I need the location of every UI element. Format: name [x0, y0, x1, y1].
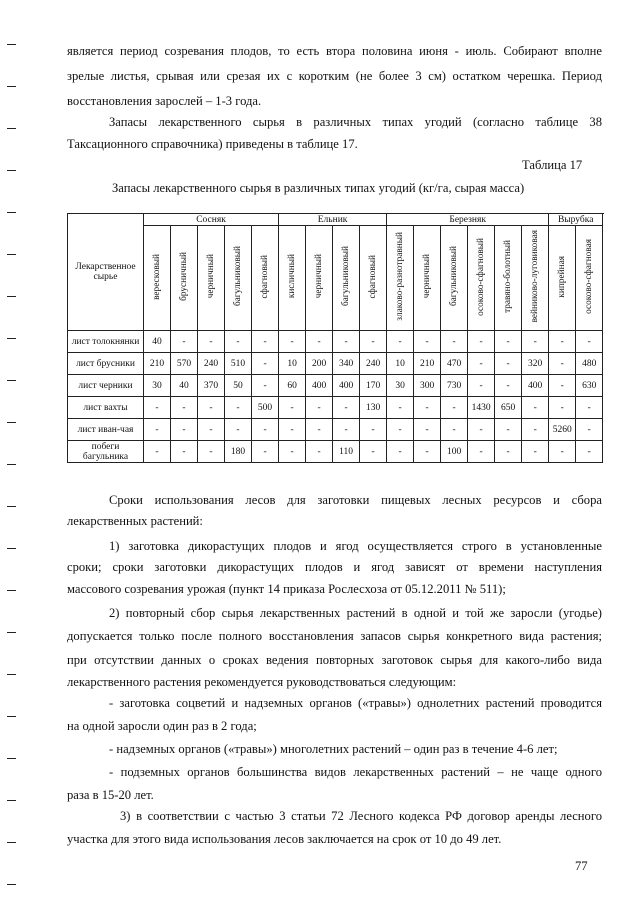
table-row — [68, 441, 603, 463]
table-title: Запасы лекарственного сырья в различных типах угодий (кг/га, сырая масса) — [112, 181, 525, 195]
table-column-header — [333, 226, 360, 331]
column-header-text: злаково-разнотравный — [395, 232, 406, 321]
table-row — [68, 397, 603, 419]
table-column-header — [495, 226, 522, 331]
table-cell: - — [279, 441, 306, 463]
paragraph-line: раза в 15-20 лет. — [67, 788, 154, 802]
table-cell: - — [333, 331, 360, 353]
margin-mark — [7, 842, 16, 843]
table-cell: - — [495, 441, 522, 463]
table-cell: - — [144, 441, 171, 463]
table-cell: - — [522, 419, 549, 441]
table-cell: - — [225, 419, 252, 441]
table-row — [68, 375, 603, 397]
table-cell: - — [360, 419, 387, 441]
table-column-header — [279, 226, 306, 331]
table-column-header — [306, 226, 333, 331]
row-name: лист иван-чая — [68, 419, 144, 441]
table-column-header — [522, 226, 549, 331]
table-label: Таблица 17 — [522, 158, 583, 172]
table-cell: - — [306, 419, 333, 441]
table-cell: - — [414, 397, 441, 419]
table-cell: - — [522, 331, 549, 353]
paragraph-line: - заготовка соцветий и надземных органов («травы») однолетних растений проводится — [109, 696, 602, 710]
table-cell: - — [468, 441, 495, 463]
margin-mark — [7, 212, 16, 213]
table-cell: - — [252, 331, 279, 353]
table-cell: 730 — [441, 375, 468, 397]
table-cell: 40 — [171, 375, 198, 397]
table-cell: 370 — [198, 375, 225, 397]
table-cell: 5260 — [549, 419, 576, 441]
row-name: лист толокнянки — [68, 331, 144, 353]
margin-mark — [7, 674, 16, 675]
table-cell: 630 — [576, 375, 603, 397]
margin-mark — [7, 464, 16, 465]
table-cell: - — [252, 441, 279, 463]
table-cell: - — [360, 331, 387, 353]
table-cell: 240 — [360, 353, 387, 375]
column-header-text: черничный — [206, 254, 216, 299]
column-header-text: багульниковый — [341, 246, 352, 307]
table-cell: 400 — [306, 375, 333, 397]
column-header-text: багульниковый — [449, 246, 460, 307]
table-cell: - — [171, 441, 198, 463]
column-header-text: кисличный — [287, 254, 298, 299]
column-header-text: вейниково-луговиковая — [530, 230, 541, 323]
column-header-text: кипрейная — [557, 255, 568, 298]
table-cell: - — [468, 419, 495, 441]
paragraph-line: зрелые листья, срывая или срезая их с коротким (не более 3 см) остатком черешка. Период — [67, 69, 602, 83]
paragraph-line: восстановления зарослей – 1-3 года. — [67, 94, 262, 108]
paragraph-line: 2) повторный сбор сырья лекарственных растений в одной и той же заросли (угодье) — [109, 606, 602, 620]
table-cell: - — [441, 419, 468, 441]
margin-mark — [7, 716, 16, 717]
table-cell: - — [549, 397, 576, 419]
table-cell: 1430 — [468, 397, 495, 419]
paragraph-line: массового созревания урожая (пункт 14 приказа Рослесхоза от 05.12.2011 № 511); — [67, 582, 506, 596]
table-cell: 320 — [522, 353, 549, 375]
column-header-text: осоково-сфагновая — [584, 239, 595, 314]
paragraph-line: Запасы лекарственного сырья в различных типах угодий (согласно таблице 38 — [109, 115, 602, 129]
table-cell: - — [252, 375, 279, 397]
table-cell: - — [468, 375, 495, 397]
paragraph-line: лекарственного растения рекомендуется руководствоваться следующим: — [67, 675, 457, 689]
table-column-header — [387, 226, 414, 331]
table-column-header — [171, 226, 198, 331]
table-cell: - — [198, 331, 225, 353]
table-cell: 210 — [414, 353, 441, 375]
table-cell: - — [576, 441, 603, 463]
row-name: лист черники — [68, 375, 144, 397]
table-column-header — [576, 226, 603, 331]
table-cell: 240 — [198, 353, 225, 375]
margin-mark — [7, 254, 16, 255]
table-cell: 340 — [333, 353, 360, 375]
column-header-text: багульниковый — [233, 246, 243, 307]
margin-mark — [7, 44, 16, 45]
table-cell: - — [171, 397, 198, 419]
table-cell: - — [225, 331, 252, 353]
table-column-header — [414, 226, 441, 331]
paragraph-line: при отсутствии данных о сроках ведения повторных заготовок сырья для какого-либо вида — [67, 653, 602, 667]
column-header-text: черничный — [314, 254, 325, 299]
table-cell: - — [495, 419, 522, 441]
table-cell: - — [576, 331, 603, 353]
column-header-text: брусничный — [179, 252, 189, 301]
table-cell: 180 — [225, 441, 252, 463]
table-cell: - — [495, 353, 522, 375]
table-cell: - — [225, 397, 252, 419]
table-cell: 480 — [576, 353, 603, 375]
table-column-header — [225, 226, 252, 331]
row-name: побеги багульника — [68, 441, 144, 463]
table-cell: - — [414, 419, 441, 441]
table-cell: - — [468, 353, 495, 375]
row-name: лист вахты — [68, 397, 144, 419]
margin-mark — [7, 800, 16, 801]
margin-mark — [7, 422, 16, 423]
table-cell: - — [414, 441, 441, 463]
table-cell: - — [576, 397, 603, 419]
table-cell: 200 — [306, 353, 333, 375]
margin-mark — [7, 548, 16, 549]
table-cell: - — [387, 441, 414, 463]
table-cell: - — [171, 331, 198, 353]
table-cell: 100 — [441, 441, 468, 463]
margin-mark — [7, 296, 16, 297]
table-cell: - — [360, 441, 387, 463]
margin-mark — [7, 758, 16, 759]
column-header-text: травяно-болотный — [503, 240, 514, 313]
table-cell: - — [387, 397, 414, 419]
table-cell: 400 — [333, 375, 360, 397]
column-header-text: вересковый — [152, 253, 162, 300]
table-cell: - — [144, 419, 171, 441]
paragraph-line: участка для этого вида использования лесов заключается на срок от 10 до 49 лет. — [67, 832, 502, 846]
table-cell: - — [387, 331, 414, 353]
table-cell: - — [252, 353, 279, 375]
table-cell: 170 — [360, 375, 387, 397]
table-cell: 570 — [171, 353, 198, 375]
table-cell: - — [468, 331, 495, 353]
table-cell: 470 — [441, 353, 468, 375]
table-cell: 400 — [522, 375, 549, 397]
table-cell: - — [279, 397, 306, 419]
table-cell: - — [522, 397, 549, 419]
table-cell: 30 — [144, 375, 171, 397]
table-cell: - — [333, 419, 360, 441]
paragraph-line: допускается только после полного восстановления запасов сырья конкретного вида растения; — [67, 629, 602, 643]
table-row — [68, 353, 603, 375]
margin-mark — [7, 86, 16, 87]
margin-mark — [7, 590, 16, 591]
table-column-header — [441, 226, 468, 331]
table-cell: 500 — [252, 397, 279, 419]
table-cell: - — [549, 331, 576, 353]
paragraph-line: Сроки использования лесов для заготовки пищевых лесных ресурсов и сбора — [109, 493, 602, 507]
column-header-text: черничный — [422, 254, 433, 299]
paragraph-line: 3) в соответствии с частью 3 статьи 72 Лесного кодекса РФ договор аренды лесного — [120, 809, 602, 823]
paragraph-line: на одной заросли один раз в 2 года; — [67, 719, 257, 733]
table-cell: - — [441, 331, 468, 353]
table-cell: - — [144, 397, 171, 419]
table-cell: - — [495, 331, 522, 353]
table-cell: - — [333, 397, 360, 419]
table-cell: 110 — [333, 441, 360, 463]
row-name: лист брусники — [68, 353, 144, 375]
table-cell: - — [387, 419, 414, 441]
table-cell: - — [441, 397, 468, 419]
margin-mark — [7, 380, 16, 381]
paragraph-line: - подземных органов большинства видов лекарственных растений – не чаще одного — [109, 765, 602, 779]
paragraph-line: сроки; сроки заготовки дикорастущих плодов и ягод зависят от времени наступления — [67, 560, 602, 574]
table-group-header: Ельник — [279, 214, 387, 226]
table-row — [68, 419, 603, 441]
table-group-header: Сосняк — [144, 214, 279, 226]
margin-mark — [7, 506, 16, 507]
table-cell: 130 — [360, 397, 387, 419]
table-cell: 650 — [495, 397, 522, 419]
table-cell: - — [522, 441, 549, 463]
margin-mark — [7, 170, 16, 171]
table-cell: - — [549, 375, 576, 397]
table-column-header — [198, 226, 225, 331]
table-cell: - — [279, 331, 306, 353]
table-cell: 30 — [387, 375, 414, 397]
paragraph-line: 1) заготовка дикорастущих плодов и ягод осуществляется строго в установленные — [109, 539, 602, 553]
column-header-text: осоково-сфагновый — [476, 237, 487, 316]
page-number: 77 — [575, 859, 588, 873]
table-row — [68, 331, 603, 353]
table-cell: - — [414, 331, 441, 353]
table-cell: 10 — [279, 353, 306, 375]
table-column-header — [360, 226, 387, 331]
table-cell: - — [198, 419, 225, 441]
paragraph-line: лекарственных растений: — [67, 514, 203, 528]
table-cell: 40 — [144, 331, 171, 353]
paragraph-line: - надземных органов («травы») многолетних растений – один раз в течение 4-6 лет; — [109, 742, 558, 756]
paragraph-line: Таксационного справочника) приведены в таблице 17. — [67, 137, 358, 151]
table-cell: 50 — [225, 375, 252, 397]
table-column-header — [144, 226, 171, 331]
table-cell: 60 — [279, 375, 306, 397]
table-cell: 510 — [225, 353, 252, 375]
column-header-text: сфагновый — [260, 254, 271, 299]
table-cell: - — [306, 441, 333, 463]
margin-mark — [7, 884, 16, 885]
table-column-header — [549, 226, 576, 331]
table-cell: - — [306, 331, 333, 353]
table-cell: 300 — [414, 375, 441, 397]
table-group-header: Березняк — [387, 214, 549, 226]
table-column-header — [252, 226, 279, 331]
table-cell: - — [198, 397, 225, 419]
table-header-raw-material: Лекарственное сырье — [68, 214, 144, 331]
table-cell: - — [198, 441, 225, 463]
table-column-header — [468, 226, 495, 331]
table-cell: - — [549, 353, 576, 375]
table-cell: - — [576, 419, 603, 441]
table-cell: - — [306, 397, 333, 419]
table-group-header: Вырубка — [549, 214, 603, 226]
table-cell: 210 — [144, 353, 171, 375]
margin-mark — [7, 632, 16, 633]
reserves-table — [67, 213, 603, 463]
margin-mark — [7, 128, 16, 129]
margin-mark — [7, 338, 16, 339]
table-cell: - — [171, 419, 198, 441]
paragraph-line: является период созревания плодов, то есть втора половина июня - июль. Собирают вполне — [67, 44, 602, 58]
table-cell: 10 — [387, 353, 414, 375]
table-cell: - — [279, 419, 306, 441]
table-cell: - — [495, 375, 522, 397]
column-header-text: сфагновый — [368, 254, 379, 299]
table-cell: - — [252, 419, 279, 441]
table-cell: - — [549, 441, 576, 463]
